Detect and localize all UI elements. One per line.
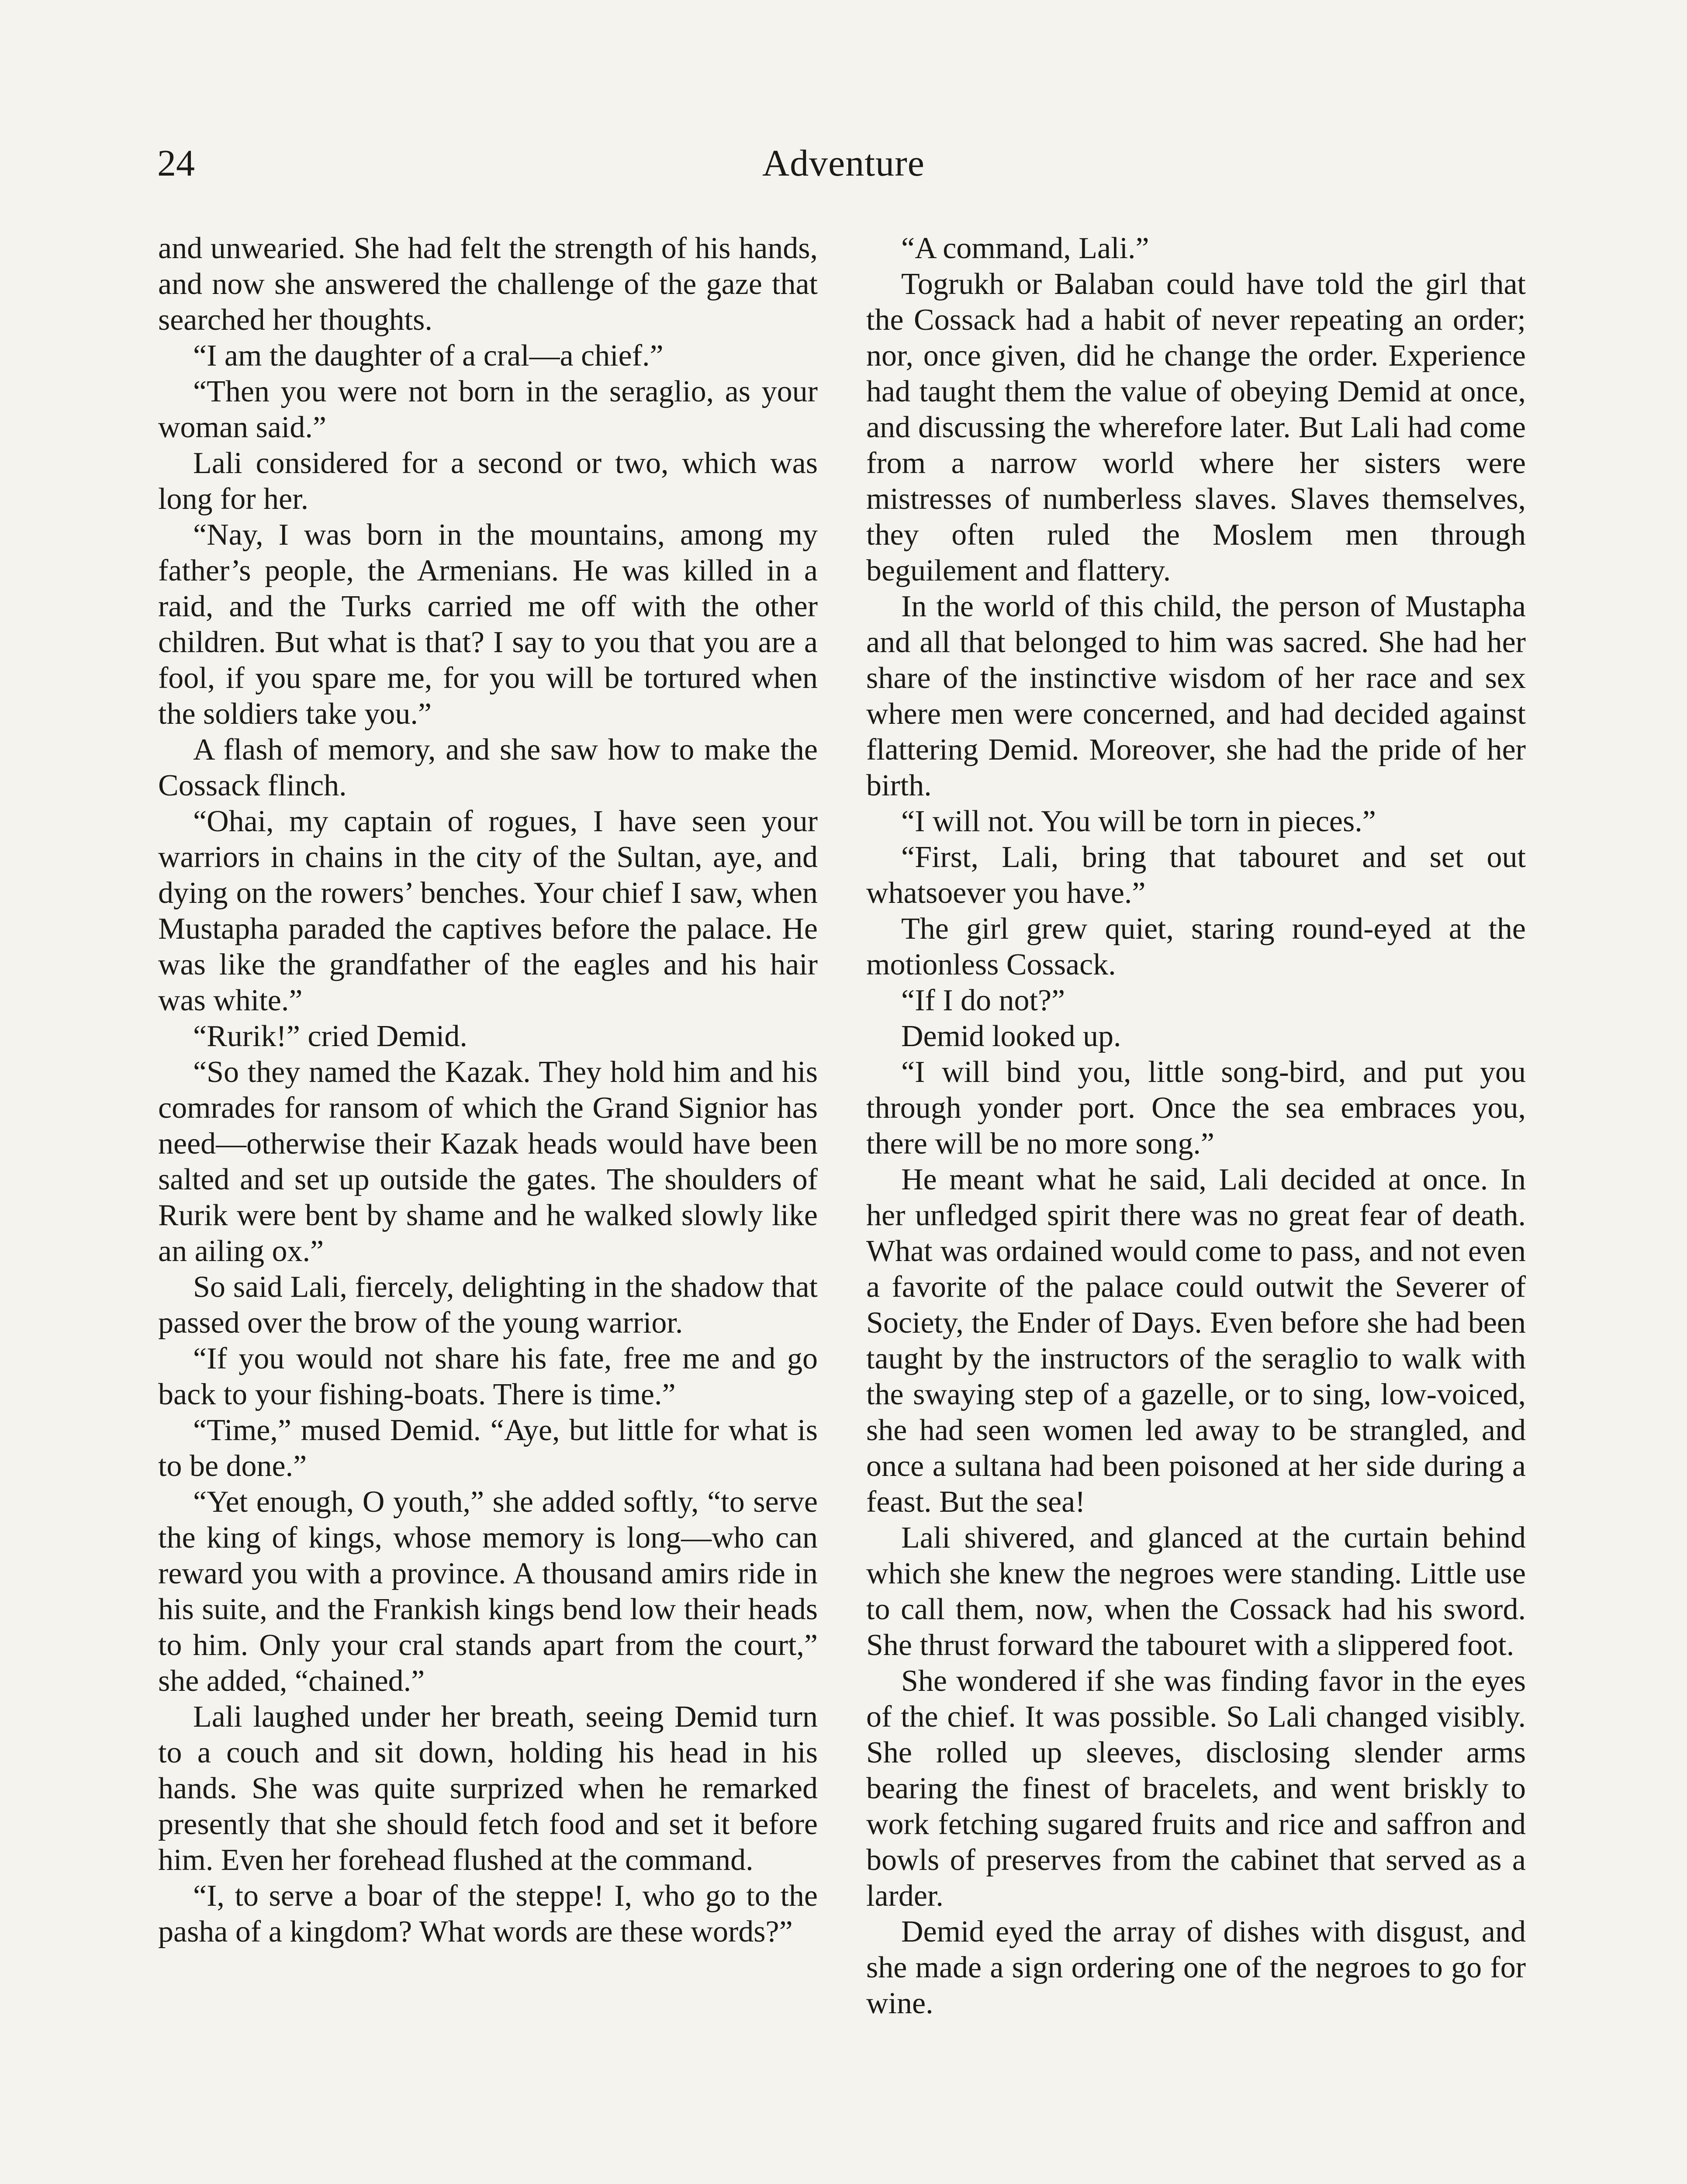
paragraph: He meant what he said, Lali decided at once. In her unfledged spirit there was no great fear of death. What was ordained would come to pass, and not even a favorite of the palace could outwit the Severer of Society, the Ender of Days. Even before she had been taught by the instructors of the seraglio to walk with the swaying step of a gazelle, or to sing, low-voiced, she had seen women led away to be strangled, and once a sultana had been poisoned at her side during a feast. But the sea! xyxy=(866,1163,1526,1519)
paragraph: Lali considered for a second or two, which was long for her. xyxy=(158,446,818,516)
paragraph: She wondered if she was finding favor in the eyes of the chief. It was possible. So Lali changed visibly. She rolled up sleeves, disclosing slender arms bearing the finest of bracelets, and went briskly to work fetching sugared fruits and rice and saffron and bowls of preserves from the cabinet that served as a larder. xyxy=(866,1664,1526,1913)
paragraph: Lali laughed under her breath, seeing Demid turn to a couch and sit down, holding his head in his hands. She was quite surprized when he remarked presently that she should fetch food and set it before him. Even her forehead flushed at the command. xyxy=(158,1700,818,1877)
paragraph: and unwearied. She had felt the strength of his hands, and now she answered the challenge of the gaze that searched her thoughts. xyxy=(158,232,818,337)
paragraph: “Time,” mused Demid. “Aye, but little for what is to be done.” xyxy=(158,1413,818,1483)
paragraph: “I will not. You will be torn in pieces.” xyxy=(901,805,1376,838)
paragraph: “If you would not share his fate, free me and go back to your fishing-boats. There is time.” xyxy=(158,1342,818,1411)
paragraph: “I am the daughter of a cral—a chief.” xyxy=(193,339,664,373)
page-number: 24 xyxy=(157,142,195,184)
paragraph: “So they named the Kazak. They hold him and his comrades for ransom of which the Grand Signior has need—otherwise their Kazak heads would have been salted and set up outside the gates. The shoulders of Rurik were bent by shame and he walked slowly like an ailing ox.” xyxy=(158,1055,818,1268)
paragraph: The girl grew quiet, staring round-eyed at the motionless Cossack. xyxy=(866,912,1526,981)
page-title: Adventure xyxy=(762,142,925,184)
paragraph: “Nay, I was born in the mountains, among my father’s people, the Armenians. He was killed in a raid, and the Turks carried me off with the other children. But what is that? I say to you that you are a fool, if you spare me, for you will be tortured when the soldiers take you.” xyxy=(158,518,818,731)
paragraph: So said Lali, fiercely, delighting in the shadow that passed over the brow of the young warrior. xyxy=(158,1270,818,1340)
paragraph: “A command, Lali.” xyxy=(901,232,1149,265)
paragraph: “First, Lali, bring that tabouret and set out whatsoever you have.” xyxy=(866,840,1526,910)
paragraph: In the world of this child, the person of Mustapha and all that belonged to him was sacred. She had her share of the instinctive wisdom of her race and sex where men were concerned, and had decided against flattering Demid. Moreover, she had the pride of her birth. xyxy=(866,590,1526,802)
left-column xyxy=(158,231,818,1950)
paragraph: “Yet enough, O youth,” she added softly, “to serve the king of kings, whose memory is long—who can reward you with a province. A thousand amirs ride in his suite, and the Frankish kings bend low their heads to him. Only your cral stands apart from the court,” she added, “chained.” xyxy=(158,1485,818,1698)
paragraph: Lali shivered, and glanced at the curtain behind which she knew the negroes were standing. Little use to call them, now, when the Cossack had his sword. She thrust forward the tabouret with a slippered foot. xyxy=(866,1521,1526,1662)
paragraph: “Ohai, my captain of rogues, I have seen your warriors in chains in the city of the Sultan, aye, and dying on the rowers’ benches. Your chief I saw, when Mustapha paraded the captives before the palace. He was like the grandfather of the eagles and his hair was white.” xyxy=(158,805,818,1017)
paragraph: “If I do not?” xyxy=(901,984,1065,1017)
paragraph: Demid looked up. xyxy=(901,1019,1121,1053)
paragraph: “I, to serve a boar of the steppe! I, who go to the pasha of a kingdom? What words are these words?” xyxy=(158,1879,818,1949)
paragraph: Togrukh or Balaban could have told the girl that the Cossack had a habit of never repeating an order; nor, once given, did he change the order. Experience had taught them the value of obeying Demid at once, and discussing the wherefore later. But Lali had come from a narrow world where her sisters were mistresses of numberless slaves. Slaves themselves, they often ruled the Moslem men through beguilement and flattery. xyxy=(866,267,1526,587)
paragraph: Demid eyed the array of dishes with disgust, and she made a sign ordering one of the negroes to go for wine. xyxy=(866,1915,1526,2020)
paragraph: “Then you were not born in the seraglio, as your woman said.” xyxy=(158,375,818,444)
paragraph: “I will bind you, little song-bird, and put you through yonder port. Once the sea embraces you, there will be no more song.” xyxy=(866,1055,1526,1161)
paragraph: A flash of memory, and she saw how to make the Cossack flinch. xyxy=(158,733,818,802)
right-column xyxy=(866,231,1526,2022)
paragraph: “Rurik!” cried Demid. xyxy=(193,1019,467,1053)
